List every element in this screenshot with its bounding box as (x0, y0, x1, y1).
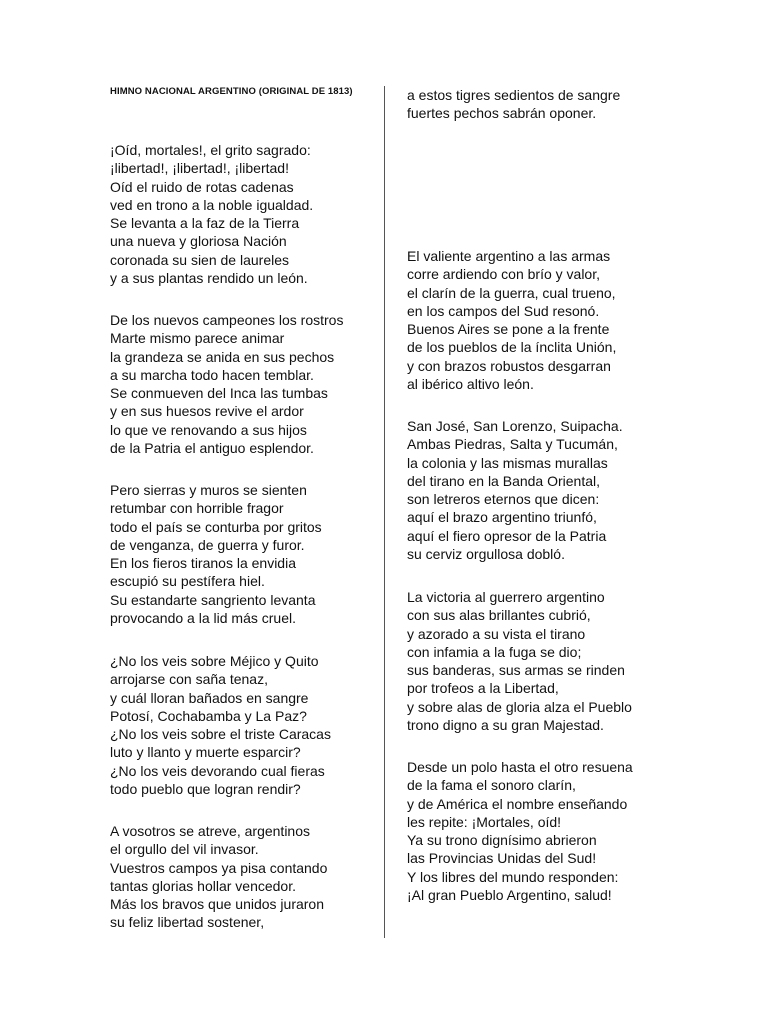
verse-line: Vuestros campos ya pisa contando (110, 859, 328, 876)
verse-line: luto y llanto y muerte esparcir? (110, 744, 301, 761)
verse-line: Ambas Piedras, Salta y Tucumán, (407, 436, 618, 453)
verse-line: y azorado a su vista el tirano (407, 625, 586, 642)
verse-line: ¡Al gran Pueblo Argentino, salud! (407, 887, 612, 904)
verse-line: y cuál lloran bañados en sangre (110, 689, 309, 706)
verse-line: coronada su sien de laureles (110, 251, 290, 268)
verse-line: ¡Oíd, mortales!, el grito sagrado: (110, 142, 311, 158)
verse-line: todo pueblo que logran rendir? (110, 781, 301, 798)
verse-line: Y los libres del mundo responden: (407, 868, 619, 885)
stanza-left-3 (110, 481, 322, 627)
stanza-left-5 (110, 822, 327, 932)
verse-line: las Provincias Unidas del Sud! (407, 850, 597, 867)
verse-line: A vosotros se atreve, argentinos (110, 823, 310, 839)
verse-line: De los nuevos campeones los rostros (110, 312, 344, 328)
verse-line: y sobre alas de gloria alza el Pueblo (407, 698, 632, 715)
verse-line: escupió su pestífera hiel. (110, 573, 265, 590)
verse-line: y a sus plantas rendido un león. (110, 270, 308, 287)
verse-line: Más los bravos que unidos juraron (110, 896, 325, 913)
verse-line: ¿No los veis sobre el triste Caracas (110, 726, 331, 743)
verse-line: en los campos del Sud resonó. (407, 302, 600, 319)
verse-line: Desde un polo hasta el otro resuena (407, 759, 633, 775)
verse-line: El valiente argentino a las armas (407, 248, 611, 264)
verse-line: Oíd el ruido de rotas cadenas (110, 178, 294, 195)
verse-line: a estos tigres sedientos de sangre (407, 87, 621, 103)
verse-line: su cerviz orgullosa dobló. (407, 546, 565, 563)
verse-line: lo que ve renovando a sus hijos (110, 421, 307, 438)
verse-line: al ibérico altivo león. (407, 376, 534, 393)
stanza-right-4 (407, 588, 632, 734)
verse-line: tantas glorias hollar vencedor. (110, 877, 296, 894)
verse-line: ¿No los veis devorando cual fieras (110, 762, 325, 779)
verse-line: de la Patria el antiguo esplendor. (110, 440, 314, 457)
verse-line: con sus alas brillantes cubrió, (407, 607, 591, 624)
verse-line: La victoria al guerrero argentino (407, 589, 605, 605)
verse-line: Potosí, Cochabamba y La Paz? (110, 707, 307, 724)
verse-line: la grandeza se anida en sus pechos (110, 348, 335, 365)
stanza-right-5 (407, 758, 633, 904)
document-title: HIMNO NACIONAL ARGENTINO (ORIGINAL DE 1813) (110, 86, 353, 97)
verse-line: corre ardiendo con brío y valor, (407, 266, 600, 283)
verse-line: Se levanta a la faz de la Tierra (110, 215, 300, 232)
stanza-right-2 (407, 247, 616, 393)
verse-line: Su estandarte sangriento levanta (110, 591, 316, 608)
verse-line: les repite: ¡Mortales, oíd! (407, 813, 562, 830)
verse-line: aquí el fiero opresor de la Patria (407, 527, 607, 544)
verse-line: son letreros eternos que dicen: (407, 491, 600, 508)
verse-line: del tirano en la Banda Oriental, (407, 472, 601, 489)
stanza-left-2 (110, 311, 343, 457)
verse-line: y en sus huesos revive el ardor (110, 403, 304, 420)
verse-line: sus banderas, sus armas se rinden (407, 662, 625, 679)
stanza-right-3 (407, 417, 623, 563)
verse-line: Buenos Aires se pone a la frente (407, 321, 610, 338)
verse-line: una nueva y gloriosa Nación (110, 233, 287, 250)
verse-line: y de América el nombre enseñando (407, 795, 628, 812)
verse-line: retumbar con horrible fragor (110, 500, 284, 517)
verse-line: con infamia a la fuga se dio; (407, 643, 582, 660)
verse-line: su feliz libertad sostener, (110, 914, 265, 931)
verse-line: aquí el brazo argentino triunfó, (407, 509, 597, 526)
stanza-right-1 (407, 86, 620, 123)
column-divider (384, 86, 385, 938)
verse-line: Pero sierras y muros se sienten (110, 482, 307, 498)
verse-line: de los pueblos de la ínclita Unión, (407, 339, 617, 356)
verse-line: y con brazos robustos desgarran (407, 357, 611, 374)
stanza-left-4 (110, 652, 331, 798)
stanza-left-1 (110, 141, 313, 287)
verse-line: la colonia y las mismas murallas (407, 454, 608, 471)
verse-line: ¡libertad!, ¡libertad!, ¡libertad! (110, 160, 289, 177)
verse-line: todo el país se conturba por gritos (110, 518, 322, 535)
verse-line: ved en trono a la noble igualdad. (110, 196, 314, 213)
verse-line: Se conmueven del Inca las tumbas (110, 385, 328, 402)
verse-line: por trofeos a la Libertad, (407, 680, 559, 697)
verse-line: ¿No los veis sobre Méjico y Quito (110, 653, 319, 669)
verse-line: de venganza, de guerra y furor. (110, 536, 305, 553)
verse-line: provocando a la lid más cruel. (110, 610, 296, 627)
verse-line: San José, San Lorenzo, Suipacha. (407, 418, 623, 434)
verse-line: a su marcha todo hacen temblar. (110, 366, 314, 383)
verse-line: arrojarse con saña tenaz, (110, 671, 268, 688)
verse-line: trono digno a su gran Majestad. (407, 717, 604, 734)
verse-line: Marte mismo parece animar (110, 330, 285, 347)
verse-line: el orgullo del vil invasor. (110, 841, 259, 858)
verse-line: Ya su trono dignísimo abrieron (407, 832, 597, 849)
verse-line: de la fama el sonoro clarín, (407, 777, 576, 794)
verse-line: fuertes pechos sabrán oponer. (407, 105, 597, 122)
verse-line: el clarín de la guerra, cual trueno, (407, 284, 616, 301)
verse-line: En los fieros tiranos la envidia (110, 555, 296, 572)
